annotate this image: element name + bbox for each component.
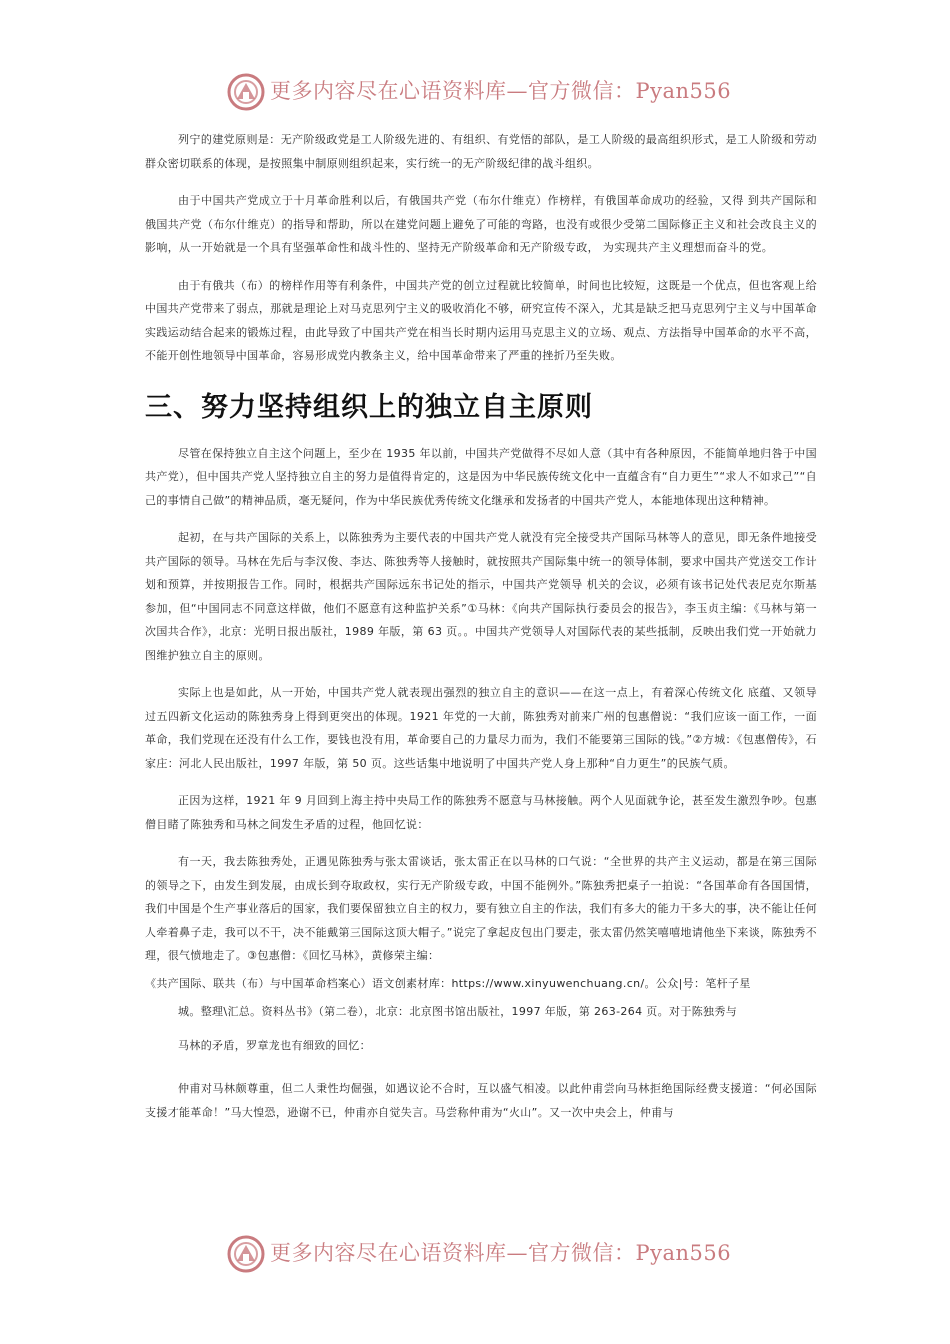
paragraph-5: 起初，在与共产国际的关系上，以陈独秀为主要代表的中国共产党人就没有完全接受共产国际马林等人的意见，即无条件地接受共产国际的领导。马林在先后与李汉俊、李达、陈独秀等人接触时，就按照共产国际集中统一的领导体制，要求中国共产党送交工作计划和预算，并按期报告工作。同时，根据共产国际远东书记处的指示，中国共产党领导 机关的会议，必须有该书记处代表尼克尔斯基参加，但“中国同志不同意这样做，他们不愿意有这种监护关系”①马林：《向共产国际执行委员会的报告》，李玉贞主编：《马林与第一次国共合作》，北京：光明日报出版社，1989 年版，第 63 页。。中国共产党领导人对国际代表的某些抵制，反映出我们党一开始就力图维护独立自主的原则。	[145, 531, 817, 662]
banner-text: 更多内容尽在心语资料库—官方微信：Pyan556	[270, 79, 732, 103]
paragraph-7: 正因为这样，1921 年 9 月回到上海主持中央局工作的陈独秀不愿意与马林接触。两个人见面就争论，甚至发生激烈争吵。包惠僧目睹了陈独秀和马林之间发生矛盾的过程，他回忆说：	[145, 794, 817, 831]
paragraph-2: 由于中国共产党成立于十月革命胜利以后，有俄国共产党（布尔什维克）作榜样，有俄国革命成功的经验，又得 到共产国际和俄国共产党（布尔什维克）的指导和帮助，所以在建党问题上避免了可能的弯路，也没有或很少受第二国际修正主义和社会改良主义的影响，从一开始就是一个具有坚强革命性和战斗性的、坚持无产阶级革命和无产阶级专政， 为实现共产主义理想而奋斗的党。	[145, 194, 817, 254]
paragraph-8-quote: 有一天，我去陈独秀处，正遇见陈独秀与张太雷谈话，张太雷正在以马林的口气说：“全世界的共产主义运动，都是在第三国际的领导之下，由发生到发展，由成长到夺取政权，实行无产阶级专政，中国不能例外。”陈独秀把桌子一拍说：“各国革命有各国国情，我们中国是个生产事业落后的国家，我们要保留独立自主的权力，要有独立自主的作法，我们有多大的能力干多大的事，决不能让任何人牵着鼻子走，我可以不干，决不能戴第三国际这顶大帽子。”说完了拿起皮包出门要走，张太雷仍然笑嘻嘻地请他坐下来谈，陈独秀不理，很气愤地走了。③包惠僧：《回忆马林》，黄修荣主编：	[145, 855, 817, 962]
banner-text: 更多内容尽在心语资料库—官方微信：Pyan556	[270, 1241, 732, 1265]
header-banner	[0, 70, 950, 114]
paragraph-11: 马林的矛盾，罗章龙也有细致的回忆：	[178, 1039, 371, 1052]
seal-logo-icon	[226, 72, 266, 112]
seal-logo-icon	[226, 1234, 266, 1274]
paragraph-10-citation: 城。整理\汇总。资料丛书》（第二卷），北京：北京图书馆出版社，1997 年版，第 263-264 页。对于陈独秀与	[178, 1005, 738, 1018]
paragraph-1: 列宁的建党原则是：无产阶级政党是工人阶级先进的、有组织、有党悟的部队，是工人阶级的最高组织形式，是工人阶级和劳动群众密切联系的体现，是按照集中制原则组织起来，实行统一的无产阶级纪律的战斗组织。	[145, 133, 817, 170]
paragraph-12-quote: 仲甫对马林颇尊重，但二人秉性均倔强，如遇议论不合时，互以盛气相凌。以此仲甫尝向马林拒绝国际经费支援道：“何必国际支援才能革命！”马大惶恐，逊谢不已，仲甫亦自觉失言。马尝称仲甫为“火山”。又一次中央会上，仲甫与	[145, 1082, 817, 1119]
paragraph-6: 实际上也是如此，从一开始，中国共产党人就表现出强烈的独立自主的意识——在这一点上，有着深心传统文化 底蕴、又领导过五四新文化运动的陈独秀身上得到更突出的体现。1921 年党的一大前，陈独秀对前来广州的包惠僧说：“我们应该一面工作，一面革命，我们党现在还没有什么工作，要钱也没有用，革命要自己的力量尽力而为，我们不能要第三国际的钱。”②方城：《包惠僧传》，石家庄：河北人民出版社，1997 年版，第 50 页。这些话集中地说明了中国共产党人身上那种“自力更生”的民族气质。	[145, 686, 817, 770]
section-heading: 三、努力坚持组织上的独立自主原则	[145, 391, 593, 423]
footer-banner	[0, 1232, 950, 1276]
paragraph-9-citation: 《共产国际、联共（布）与中国革命档案心）语文创素材库：https://www.xinyuwenchuang.cn/。公众|号：笔杆子星	[145, 976, 751, 990]
document-body	[145, 128, 817, 1124]
paragraph-3: 由于有俄共（布）的榜样作用等有利条件，中国共产党的创立过程就比较简单，时间也比较短，这既是一个优点，但也客观上给中国共产党带来了弱点，那就是理论上对马克思列宁主义的吸收消化不够，研究宣传不深入，尤其是缺乏把马克思列宁主义与中国革命实践运动结合起来的锻炼过程，由此导致了中国共产党在相当长时期内运用马克思主义的立场、观点、方法指导中国革命的水平不高，不能开创性地领导中国革命，容易形成党内教条主义，给中国革命带来了严重的挫折乃至失败。	[145, 278, 817, 362]
paragraph-4: 尽管在保持独立自主这个问题上，至少在 1935 年以前，中国共产党做得不尽如人意（其中有各种原因，不能简单地归咎于中国共产党），但中国共产党人坚持独立自主的努力是值得肯定的，这是因为中华民族传统文化中一直蕴含有“自力更生”“求人不如求己”“自己的事情自己做”的精神品质，毫无疑问，作为中华民族优秀传统文化继承和发扬者的中国共产党人，本能地体现出这种精神。	[145, 446, 817, 507]
